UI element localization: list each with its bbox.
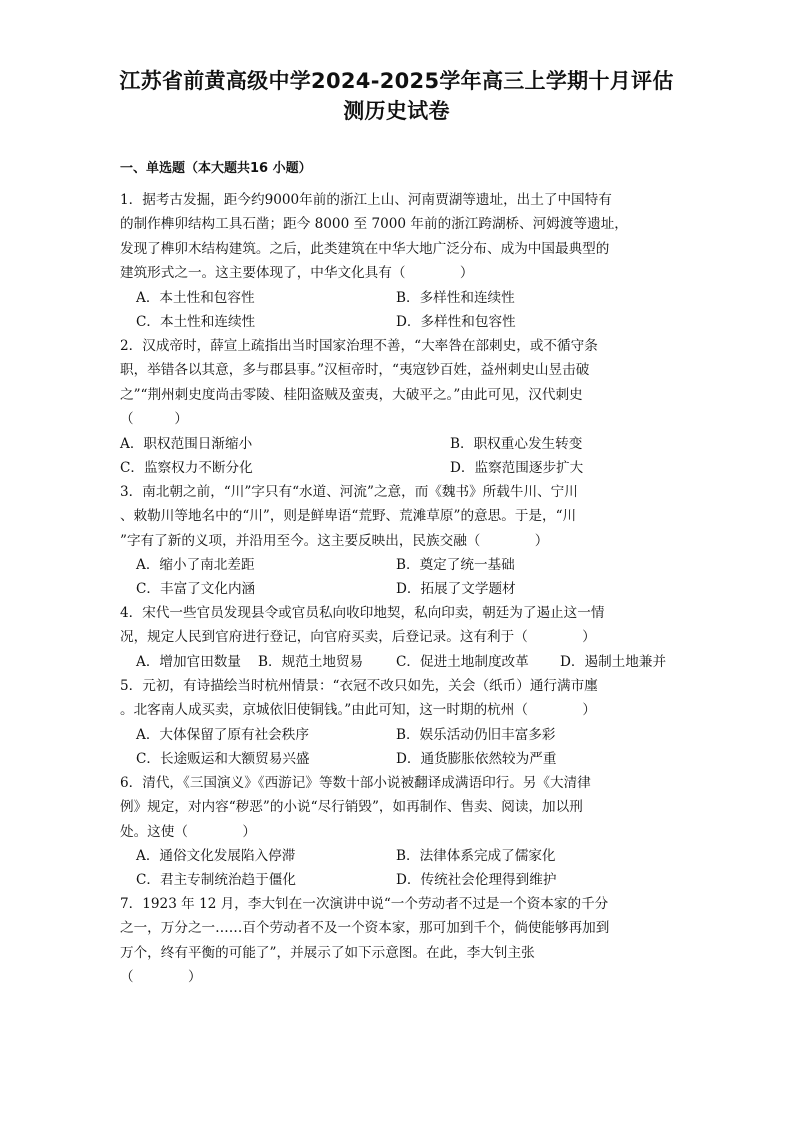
question-line: 5．元初，有诗描绘当时杭州情景：“衣冠不改只如先，关会（纸币）通行满市廛: [120, 678, 598, 694]
question-line: 发现了榫卯木结构建筑。之后，此类建筑在中华大地广泛分布、成为中国最典型的: [120, 240, 610, 257]
question-line: 处。这使（ ）: [120, 823, 256, 840]
option-d[interactable]: D．通货膨胀依然较为严重: [396, 751, 557, 767]
section-heading: 一、单选题（本大题共16 小题）: [120, 161, 312, 176]
option-b[interactable]: B．职权重心发生转变: [450, 436, 583, 452]
question-3-stem: [120, 480, 672, 553]
option-a[interactable]: A．缩小了南北差距: [136, 557, 255, 573]
exam-title-line-2: 测历史试卷: [343, 99, 450, 123]
option-c[interactable]: C．丰富了文化内涵: [136, 581, 256, 597]
question-line: 之”“荆州刺史度尚击零陵、桂阳盗贼及蛮夷，大破平之。”由此可见，汉代刺史: [120, 386, 583, 403]
option-c[interactable]: C．监察权力不断分化: [120, 460, 253, 476]
question-line: 、敕勒川等地名中的“川”，则是鲜卑语“荒野、荒滩草原”的意思。于是，“川: [120, 508, 577, 525]
question-1-stem: [120, 188, 672, 286]
question-2-stem: [120, 334, 672, 432]
question-line: 建筑形式之一。这主要体现了，中华文化具有（ ）: [120, 265, 474, 282]
option-c[interactable]: C．本土性和连续性: [136, 314, 256, 330]
option-d[interactable]: D．多样性和包容性: [396, 314, 516, 330]
question-4-stem: [120, 601, 672, 650]
exam-title-line-1: 江苏省前黄高级中学2024-2025学年高三上学期十月评估: [119, 69, 674, 93]
option-b[interactable]: B．法律体系完成了儒家化: [396, 848, 556, 864]
question-line: 6．清代，《三国演义》《西游记》等数十部小说被翻译成满语印行。另《大清律: [120, 775, 591, 791]
question-5-stem: [120, 674, 672, 723]
option-b[interactable]: B．规范土地贸易: [258, 654, 364, 670]
question-line: 之一，万分之一……百个劳动者不及一个资本家，那可加到千个，倘使能够再加到: [120, 920, 610, 937]
option-b[interactable]: B．娱乐活动仍旧丰富多彩: [396, 727, 556, 743]
option-a[interactable]: A．增加官田数量: [136, 654, 241, 670]
option-c[interactable]: C．君主专制统治趋于僵化: [136, 872, 296, 888]
option-a[interactable]: A．本土性和包容性: [136, 290, 255, 306]
question-6-stem: [120, 771, 672, 844]
question-line: 的制作榫卯结构工具石凿；距今 8000 至 7000 年前的浙江跨湖桥、河姆渡等遗址，: [120, 216, 628, 233]
option-d[interactable]: D．遏制土地兼并: [560, 654, 667, 670]
question-line: 4．宋代一些官员发现县令或官员私向收印地契，私向印卖，朝廷为了遏止这一情: [120, 605, 605, 621]
question-line: ”字有了新的义项，并沿用至今。这主要反映出，民族交融（ ）: [120, 532, 549, 549]
question-line: 例》规定，对内容“秽恶”的小说“尽行销毁”，如再制作、售卖、阅读，加以刑: [120, 799, 583, 816]
question-line: 万个，终有平衡的可能了”，并展示了如下示意图。在此，李大钊主张: [120, 944, 535, 961]
option-a[interactable]: A．大体保留了原有社会秩序: [136, 727, 309, 743]
question-line: （ ）: [120, 969, 202, 986]
option-d[interactable]: D．传统社会伦理得到维护: [396, 872, 557, 888]
question-line: （ ）: [120, 411, 188, 428]
question-line: 7．1923 年 12 月，李大钊在一次演讲中说“一个劳动者不过是一个资本家的千分: [120, 896, 609, 912]
exam-title: [80, 66, 713, 126]
option-d[interactable]: D．拓展了文学题材: [396, 581, 516, 597]
question-line: 况，规定人民到官府进行登记，向官府买卖，后登记录。这有利于（ ）: [120, 629, 596, 646]
question-line: 。北客南人成买卖，京城依旧使铜钱。”由此可知，这一时期的杭州（ ）: [120, 702, 596, 719]
option-d[interactable]: D．监察范围逐步扩大: [450, 460, 584, 476]
question-7-stem: [120, 892, 672, 990]
option-c[interactable]: C．长途贩运和大额贸易兴盛: [136, 751, 310, 767]
option-b[interactable]: B．多样性和连续性: [396, 290, 515, 306]
option-a[interactable]: A．通俗文化发展陷入停滞: [136, 848, 296, 864]
option-c[interactable]: C．促进土地制度改革: [396, 654, 529, 670]
question-line: 职，举错各以其意，多与郡县事。”汉桓帝时，“夷寇钞百姓，益州刺史山昱击破: [120, 362, 590, 379]
question-line: 1．据考古发掘，距今约9000年前的浙江上山、河南贾湖等遗址，出土了中国特有: [120, 192, 612, 208]
question-line: 2．汉成帝时，薛宣上疏指出当时国家治理不善，“大率咎在部刺史，或不循守条: [120, 338, 598, 354]
option-a[interactable]: A．职权范围日渐缩小: [120, 436, 253, 452]
option-b[interactable]: B．奠定了统一基础: [396, 557, 515, 573]
question-line: 3．南北朝之前，“川”字只有“水道、河流”之意，而《魏书》所载牛川、宁川: [120, 484, 578, 500]
